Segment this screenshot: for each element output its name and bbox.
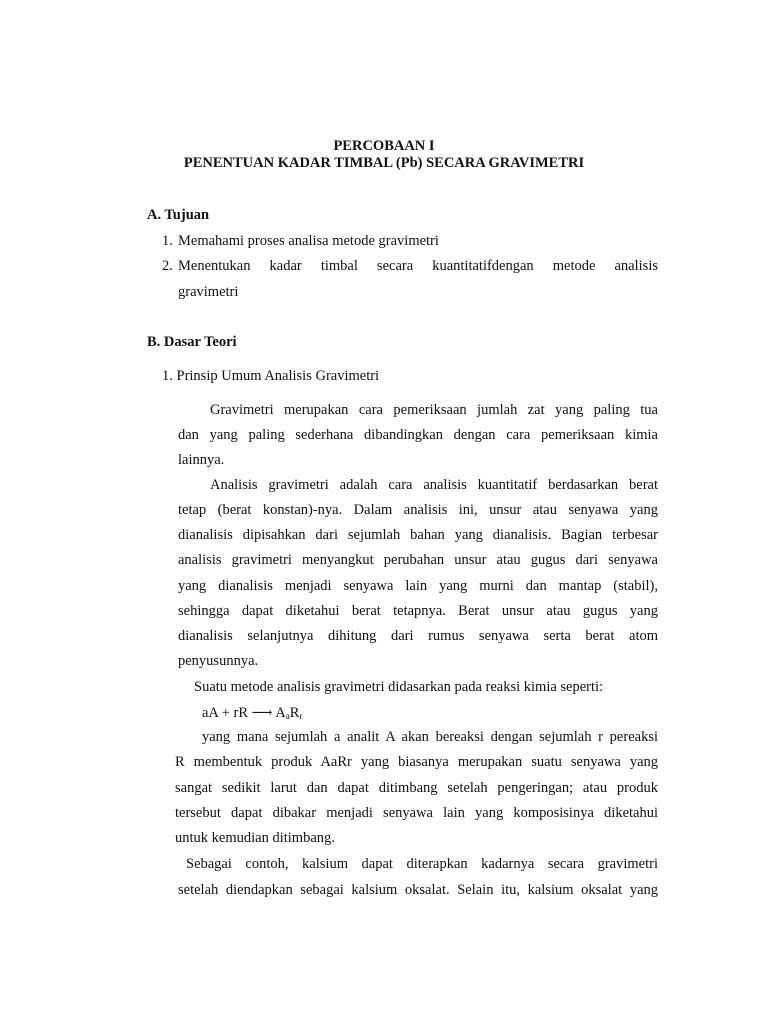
subsection-heading: 1. Prinsip Umum Analisis Gravimetri bbox=[162, 368, 380, 384]
reaction-equation bbox=[202, 704, 302, 725]
section-b-heading: B. Dasar Teori bbox=[147, 334, 237, 350]
section-a-heading: A. Tujuan bbox=[147, 207, 210, 223]
paragraph-line: untuk kemudian ditimbang. bbox=[175, 830, 335, 846]
paragraph-line: Gravimetri merupakan cara pemeriksaan jumlah zat yang paling tua bbox=[210, 402, 658, 418]
document-subtitle: PENENTUAN KADAR TIMBAL (Pb) SECARA GRAVIMETRI bbox=[183, 155, 585, 171]
paragraph-line: dan yang paling sederhana dibandingkan dengan cara pemeriksaan kimia bbox=[178, 427, 658, 443]
paragraph-line: sehingga dapat diketahui berat tetapnya. Berat unsur atau gugus yang bbox=[178, 603, 658, 619]
paragraph-line: yang mana sejumlah a analit A akan bereaksi dengan sejumlah r pereaksi bbox=[202, 729, 658, 745]
list-item-number: 1. bbox=[162, 233, 173, 249]
list-item-text: Menentukan kadar timbal secara kuantitatifdengan metode analisis bbox=[178, 258, 658, 274]
paragraph-line: Suatu metode analisis gravimetri didasarkan pada reaksi kimia seperti: bbox=[194, 679, 604, 695]
equation-lhs: aA + rR ⟶ A bbox=[202, 705, 286, 721]
document-title: PERCOBAAN I bbox=[333, 138, 435, 154]
paragraph-line: analisis gravimetri menyangkut perubahan unsur atau gugus dari senyawa bbox=[178, 552, 658, 568]
equation-subscript-a: a bbox=[285, 711, 290, 721]
paragraph-line: sangat sedikit larut dan dapat ditimbang setelah pengeringan; atau produk bbox=[175, 780, 658, 796]
paragraph-line: yang dianalisis menjadi senyawa lain yang murni dan mantap (stabil), bbox=[178, 578, 658, 594]
list-item-text: Memahami proses analisa metode gravimetri bbox=[178, 233, 439, 249]
list-item-number: 2. bbox=[162, 258, 173, 274]
paragraph-line: lainnya. bbox=[178, 452, 225, 468]
equation-subscript-r: r bbox=[299, 711, 303, 721]
paragraph-line: dianalisis dipisahkan dari sejumlah bahan yang dianalisis. Bagian terbesar bbox=[178, 527, 658, 543]
paragraph-line: tersebut dapat dibakar menjadi senyawa lain yang komposisinya diketahui bbox=[175, 805, 658, 821]
paragraph-line: Analisis gravimetri adalah cara analisis kuantitatif berdasarkan berat bbox=[210, 477, 658, 493]
paragraph-line: dianalisis selanjutnya dihitung dari rumus senyawa serta berat atom bbox=[178, 628, 658, 644]
paragraph-line: penyusunnya. bbox=[178, 653, 259, 669]
list-item-text-continued: gravimetri bbox=[178, 284, 239, 300]
paragraph-line: Sebagai contoh, kalsium dapat diterapkan kadarnya secara gravimetri bbox=[186, 856, 658, 872]
paragraph-line: tetap (berat konstan)-nya. Dalam analisis ini, unsur atau senyawa yang bbox=[178, 502, 658, 518]
equation-mid: R bbox=[289, 705, 300, 721]
paragraph-line: setelah diendapkan sebagai kalsium oksalat. Selain itu, kalsium oksalat yang bbox=[178, 882, 658, 898]
paragraph-line: R membentuk produk AaRr yang biasanya merupakan suatu senyawa yang bbox=[175, 754, 658, 770]
